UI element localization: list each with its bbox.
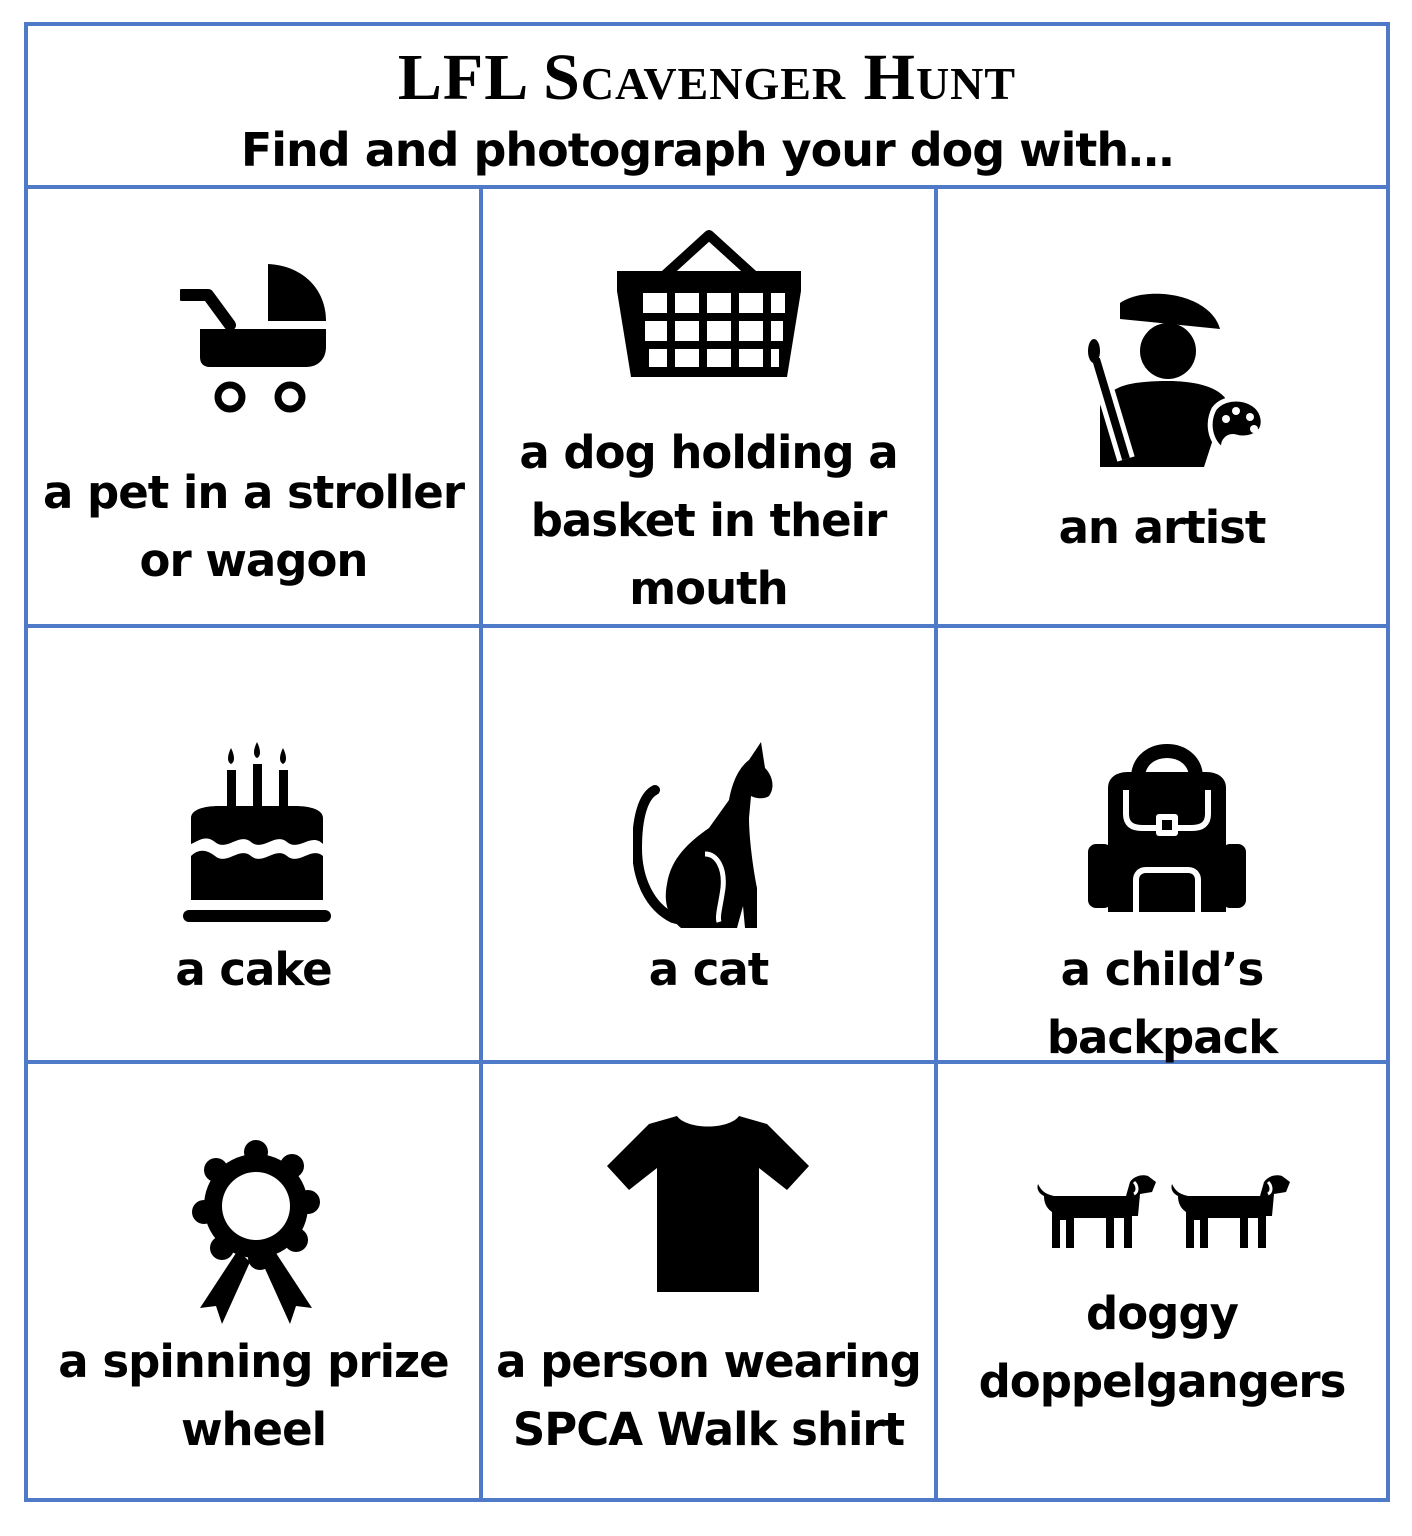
- dogs-icon: [1034, 1172, 1294, 1252]
- hunt-item-artist: [938, 189, 1386, 624]
- hunt-item-backpack: [938, 628, 1386, 1064]
- item-label: a pet in a stroller or wagon: [42, 466, 465, 587]
- item-label: a person wearing SPCA Walk shirt: [496, 1335, 921, 1456]
- item-label: doggy doppelgangers: [978, 1287, 1346, 1408]
- artist-icon: [1086, 289, 1266, 469]
- backpack-icon: [1086, 732, 1248, 922]
- hunt-item-dogs: [938, 1064, 1386, 1498]
- item-label: a spinning prize wheel: [58, 1335, 449, 1456]
- hunt-grid: [28, 189, 1386, 1498]
- page-title: LFL Scavenger Hunt: [397, 41, 1017, 114]
- scavenger-hunt-card: [24, 22, 1390, 1502]
- item-label: a child’s backpack: [1046, 943, 1278, 1064]
- stroller-icon: [180, 259, 330, 419]
- header: [28, 26, 1386, 189]
- item-label: a cake: [175, 943, 332, 996]
- hunt-item-stroller: [28, 189, 479, 624]
- item-label: a cat: [648, 943, 769, 996]
- hunt-item-basket: [483, 189, 934, 624]
- item-label: a dog holding a basket in their mouth: [519, 426, 898, 615]
- hunt-item-prize-wheel: [28, 1064, 479, 1498]
- tshirt-icon: [603, 1108, 813, 1294]
- ribbon-icon: [186, 1138, 326, 1338]
- cat-icon: [633, 738, 783, 930]
- item-label: an artist: [1058, 501, 1266, 554]
- hunt-item-cat: [483, 628, 934, 1060]
- hunt-item-cake: [28, 628, 479, 1060]
- cake-icon: [183, 738, 331, 938]
- basket-icon: [613, 227, 805, 387]
- page-subtitle: Find and photograph your dog with…: [240, 123, 1174, 177]
- hunt-item-shirt: [483, 1064, 934, 1498]
